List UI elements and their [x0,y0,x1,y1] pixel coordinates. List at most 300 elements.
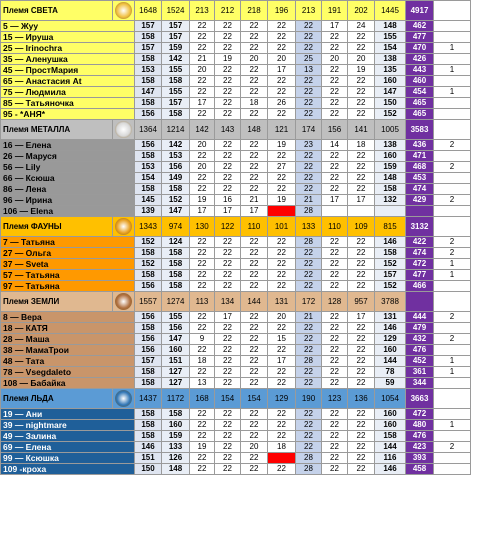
member-score: 344 [406,378,434,389]
member-score: 19 [190,442,215,453]
member-row [1,195,500,206]
member-score: 22 [296,98,322,109]
member-score: 22 [348,356,375,367]
member-score: 139 [135,206,162,217]
member-score: 145 [135,195,162,206]
member-name[interactable]: 28 — Маша [1,334,135,345]
tribe-stat: 110 [322,217,348,237]
member-score: 22 [268,431,296,442]
member-score: 22 [190,420,215,431]
member-name[interactable]: 57 — Татьяна [1,270,135,281]
member-score: 22 [215,420,241,431]
member-score: 22 [190,281,215,292]
member-score: 22 [348,453,375,464]
member-score: 2 [434,162,471,173]
tribe-stat: 1557 [135,292,162,312]
member-name[interactable]: 95 - *АНЯ* [1,109,135,120]
member-score: 133 [162,442,190,453]
member-score: 158 [135,98,162,109]
member-score: 22 [322,65,348,76]
member-score: 22 [215,453,241,464]
member-name[interactable]: 66 — Ксюша [1,173,135,184]
member-name[interactable]: 96 — Ирина [1,195,135,206]
member-score: 22 [296,281,322,292]
member-row [1,109,500,120]
member-score: 160 [162,420,190,431]
member-score: 20 [348,54,375,65]
tribe-stat: 1524 [162,1,190,21]
member-score: 22 [241,356,268,367]
member-score: 157 [135,356,162,367]
member-score: 160 [375,76,406,87]
member-score: 22 [241,65,268,76]
member-score: 22 [190,184,215,195]
member-score: 22 [215,281,241,292]
member-score: 22 [268,248,296,259]
member-name[interactable]: 19 — Ани [1,409,135,420]
member-score: 22 [322,356,348,367]
member-score: 1 [434,259,471,270]
member-score [434,76,471,87]
member-score: 19 [268,195,296,206]
member-score: 158 [375,431,406,442]
member-score: 22 [268,281,296,292]
member-score [434,184,471,195]
member-score: 147 [135,87,162,98]
member-score [434,32,471,43]
tribe-stat: 1437 [135,389,162,409]
member-score: 153 [135,162,162,173]
tribe-stat: 3663 [406,389,434,409]
member-row [1,76,500,87]
member-name[interactable]: 75 — Людмила [1,87,135,98]
member-score: 22 [348,409,375,420]
tribe-stat: 202 [348,1,375,21]
tribe-name: Племя СВЕТА [1,1,113,21]
member-score: 22 [348,87,375,98]
member-score: 146 [375,464,406,475]
member-score: 160 [162,345,190,356]
member-name[interactable]: 38 — МамаТрои [1,345,135,356]
member-score: 22 [215,248,241,259]
member-score: 22 [241,270,268,281]
member-score: 1 [434,65,471,76]
member-score: 158 [135,409,162,420]
member-score: 158 [162,109,190,120]
member-score: 465 [406,109,434,120]
member-score: 477 [406,32,434,43]
member-score: 22 [348,464,375,475]
member-score: 22 [322,334,348,345]
member-score: 22 [296,21,322,32]
member-score: 127 [162,378,190,389]
member-score [434,173,471,184]
member-row [1,184,500,195]
member-score: 157 [162,21,190,32]
member-score: 479 [406,323,434,334]
member-score [322,206,348,217]
member-score: 22 [322,259,348,270]
tribe-stat: 191 [322,1,348,21]
member-score: 78 [375,367,406,378]
member-score: 26 [268,98,296,109]
member-score: 131 [375,312,406,323]
member-score: 18 [241,98,268,109]
lion-emblem-icon [115,218,132,235]
member-score: 17 [241,206,268,217]
member-row [1,43,500,54]
member-score: 144 [375,442,406,453]
member-score: 17 [190,98,215,109]
member-score: 22 [268,259,296,270]
tribe-stat: 110 [241,217,268,237]
member-score: 158 [135,151,162,162]
tribe-name: Племя ФАУНЫ [1,217,113,237]
member-score [375,206,406,217]
member-score: 19 [190,195,215,206]
member-score: 22 [268,43,296,54]
member-score: 22 [241,21,268,32]
member-score: 22 [348,420,375,431]
member-name[interactable]: 106 — Elena [1,206,135,217]
member-score: 22 [348,248,375,259]
member-score: 158 [162,270,190,281]
tribe-stat: 1054 [375,389,406,409]
member-name[interactable]: 109 -кроха [1,464,135,475]
member-score: 22 [241,87,268,98]
member-score: 23 [296,140,322,151]
tribe-stat: 128 [322,292,348,312]
member-score: 27 [268,162,296,173]
member-score: 146 [135,442,162,453]
member-score: 22 [215,162,241,173]
member-score: 22 [215,87,241,98]
member-score: 157 [135,21,162,32]
member-score: 155 [162,65,190,76]
tribe-stat: 1648 [135,1,162,21]
member-score: 22 [215,109,241,120]
member-score: 158 [162,184,190,195]
tribe-header-row [1,217,500,237]
member-score: 126 [162,453,190,464]
member-name[interactable]: 39 — nightmare [1,420,135,431]
member-score: 16 [215,195,241,206]
member-score: 22 [215,431,241,442]
sun-emblem-icon [115,2,132,19]
member-row [1,409,500,420]
member-score: 22 [348,270,375,281]
tribe-header-row [1,389,500,409]
member-score: 466 [406,281,434,292]
member-name[interactable]: 15 — Ируша [1,32,135,43]
tribe-stat: 4917 [406,1,434,21]
member-score: 462 [406,21,434,32]
member-score: 20 [190,65,215,76]
tribe-stat: 123 [322,389,348,409]
member-score: 22 [322,453,348,464]
member-score: 22 [215,259,241,270]
member-score [434,281,471,292]
earth-emblem-icon [115,293,132,310]
member-score: 59 [375,378,406,389]
member-name[interactable]: 27 — Ольга [1,248,135,259]
tribe-stat: 172 [296,292,322,312]
member-score: 158 [135,32,162,43]
member-name[interactable]: 108 — Бабайка [1,378,135,389]
member-score: 22 [322,464,348,475]
member-score: 22 [348,431,375,442]
member-score: 423 [406,442,434,453]
member-name[interactable]: 37 — Sveta [1,259,135,270]
member-score: 22 [241,378,268,389]
member-score: 22 [268,464,296,475]
member-row [1,140,500,151]
member-row [1,173,500,184]
member-score: 22 [348,173,375,184]
member-score [434,453,471,464]
member-score: 393 [406,453,434,464]
tribe-stat: 142 [190,120,215,140]
member-score: 22 [268,345,296,356]
member-row [1,162,500,173]
member-score: 22 [322,43,348,54]
tribe-stat: 957 [348,292,375,312]
tribe-stat: 3583 [406,120,434,140]
member-name[interactable]: 7 — Татьяна [1,237,135,248]
member-row [1,151,500,162]
member-row [1,420,500,431]
member-score: 452 [406,356,434,367]
member-score: 147 [162,206,190,217]
member-score: 21 [296,312,322,323]
member-score: 22 [190,87,215,98]
member-score: 153 [162,151,190,162]
member-score: 22 [190,453,215,464]
member-score: 22 [296,162,322,173]
member-score: 1 [434,420,471,431]
member-score: 157 [135,43,162,54]
member-score: 22 [215,237,241,248]
member-score: 22 [241,151,268,162]
member-name[interactable]: 99 — Ксюшка [1,453,135,464]
member-score: 28 [296,453,322,464]
member-score: 22 [241,32,268,43]
member-score: 22 [190,345,215,356]
member-score: 146 [375,237,406,248]
tribe-stat: 213 [296,1,322,21]
member-score: 156 [135,334,162,345]
member-score: 22 [296,248,322,259]
member-score: 138 [375,54,406,65]
tribe-stat: 1214 [162,120,190,140]
tribe-stat: 148 [241,120,268,140]
member-score: 19 [268,140,296,151]
member-score: 20 [241,442,268,453]
member-name[interactable]: 18 — КАТЯ [1,323,135,334]
member-name[interactable]: 49 — Залина [1,431,135,442]
member-score: 22 [322,184,348,195]
member-score: 152 [375,109,406,120]
member-name[interactable]: 5 — Жуу [1,21,135,32]
member-name[interactable]: 8 — Вера [1,312,135,323]
member-name[interactable]: 85 — Татьяночка [1,98,135,109]
member-name[interactable]: 56 — Lily [1,162,135,173]
member-name[interactable]: 45 — ПростМария [1,65,135,76]
member-score: 22 [348,32,375,43]
member-name[interactable]: 35 — Аленушка [1,54,135,65]
member-score: 22 [215,409,241,420]
member-score: 150 [375,98,406,109]
member-score: 22 [268,237,296,248]
member-score: 474 [406,184,434,195]
member-score: 17 [268,356,296,367]
member-name[interactable]: 65 — Анастасия At [1,76,135,87]
member-score: 22 [322,420,348,431]
member-score: 22 [322,281,348,292]
tribe-stat [434,217,471,237]
tribe-stat: 1364 [135,120,162,140]
member-score: 22 [241,237,268,248]
member-score: 22 [215,270,241,281]
member-score: 22 [190,409,215,420]
member-score: 28 [296,237,322,248]
member-score: 22 [241,464,268,475]
member-score: 22 [296,378,322,389]
member-score: 22 [215,140,241,151]
member-row [1,87,500,98]
member-score: 152 [135,259,162,270]
member-score: 22 [322,378,348,389]
member-score: 2 [434,312,471,323]
member-score: 22 [215,32,241,43]
member-score: 22 [268,76,296,87]
member-row [1,323,500,334]
member-score: 22 [322,109,348,120]
member-score: 22 [268,173,296,184]
member-score: 22 [296,323,322,334]
member-score [434,21,471,32]
member-name[interactable]: 69 — Елена [1,442,135,453]
member-score: 158 [162,409,190,420]
member-score: 155 [375,32,406,43]
tribe-stat: 133 [296,217,322,237]
member-score: 22 [215,356,241,367]
member-score [434,464,471,475]
member-name[interactable]: 26 — Маруся [1,151,135,162]
member-score [434,206,471,217]
member-score: 156 [135,109,162,120]
member-row [1,312,500,323]
member-row [1,356,500,367]
member-score: 22 [215,334,241,345]
member-score: 476 [406,345,434,356]
member-score: 157 [162,98,190,109]
member-score: 22 [296,367,322,378]
member-row [1,464,500,475]
member-score [434,378,471,389]
member-score: 468 [406,162,434,173]
member-score [434,345,471,356]
snowflake-emblem-icon [115,390,132,407]
member-score: 17 [190,206,215,217]
member-row [1,442,500,453]
member-score: 22 [322,76,348,87]
member-name[interactable]: 97 — Татьяна [1,281,135,292]
member-score: 19 [348,65,375,76]
member-score: 17 [322,195,348,206]
member-score: 22 [215,345,241,356]
member-score [268,453,296,464]
member-score: 444 [406,312,434,323]
member-score: 18 [190,356,215,367]
member-score: 14 [322,140,348,151]
member-score: 22 [241,420,268,431]
member-score: 152 [375,259,406,270]
member-score: 158 [135,248,162,259]
tribe-stat: 154 [215,389,241,409]
member-score: 22 [268,378,296,389]
member-score: 22 [296,442,322,453]
member-score: 22 [241,431,268,442]
member-score [268,206,296,217]
member-score: 160 [375,151,406,162]
member-score: 22 [190,43,215,54]
member-score: 18 [268,442,296,453]
tribe-stat: 130 [190,217,215,237]
member-score: 152 [375,281,406,292]
member-score [348,206,375,217]
member-score: 1 [434,367,471,378]
member-score [406,206,434,217]
member-score: 22 [348,334,375,345]
member-row [1,453,500,464]
member-score: 22 [190,323,215,334]
member-score: 142 [162,140,190,151]
member-name[interactable]: 78 — Vsegdaleto [1,367,135,378]
member-score: 477 [406,270,434,281]
member-score: 22 [241,334,268,345]
tribe-stat [434,1,471,21]
member-score: 22 [296,270,322,281]
member-score: 20 [241,54,268,65]
member-score: 129 [375,334,406,345]
member-score: 124 [162,237,190,248]
member-score: 17 [348,312,375,323]
member-name[interactable]: 86 — Лена [1,184,135,195]
member-score: 148 [162,464,190,475]
member-name[interactable]: 16 — Елена [1,140,135,151]
member-score: 22 [190,270,215,281]
tribe-stat: 212 [215,1,241,21]
member-score [434,323,471,334]
member-name[interactable]: 48 — Тата [1,356,135,367]
member-score: 22 [268,21,296,32]
member-score: 22 [322,312,348,323]
member-score: 22 [348,76,375,87]
member-score: 22 [296,109,322,120]
member-score: 17 [322,21,348,32]
member-score: 22 [268,409,296,420]
member-score: 22 [296,151,322,162]
member-score: 2 [434,140,471,151]
tribe-stat: 1274 [162,292,190,312]
member-name[interactable]: 25 — Irinochra [1,43,135,54]
member-score: 22 [296,87,322,98]
member-score: 22 [348,109,375,120]
member-score: 20 [322,54,348,65]
member-row [1,237,500,248]
tribe-stat: 3788 [375,292,406,312]
